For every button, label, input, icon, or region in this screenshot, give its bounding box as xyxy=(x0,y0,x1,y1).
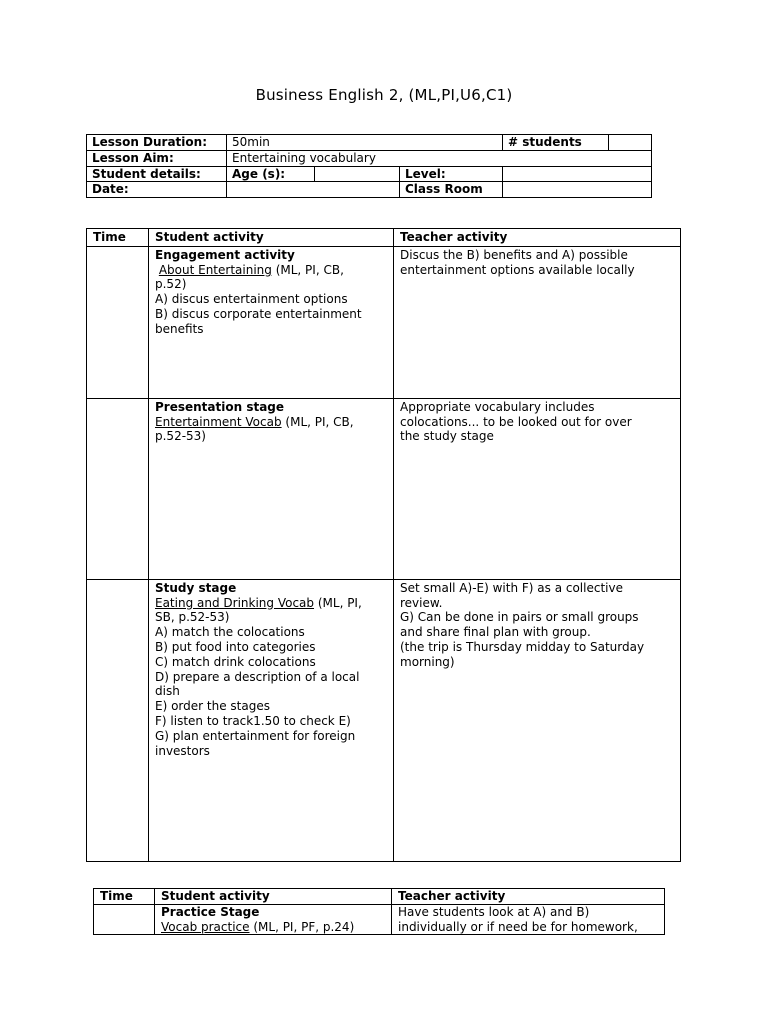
time-header: Time xyxy=(94,889,155,905)
activity-reference: Eating and Drinking Vocab (ML, PI, xyxy=(155,595,362,610)
teacher-note-line: morning) xyxy=(400,654,455,669)
time-cell xyxy=(87,398,149,579)
lesson-duration-label: Lesson Duration: xyxy=(87,135,227,151)
teacher-note-line: Discus the B) benefits and A) possible xyxy=(400,247,628,262)
student-activity-cell xyxy=(149,398,394,579)
teacher-activity-cell xyxy=(394,398,681,579)
teacher-activity-header: Teacher activity xyxy=(392,889,665,905)
time-header: Time xyxy=(87,229,149,247)
time-cell xyxy=(87,246,149,398)
lesson-info-table xyxy=(86,134,652,198)
date-value xyxy=(227,182,400,198)
teacher-note-line: Set small A)-E) with F) as a collective xyxy=(400,580,623,595)
level-label: Level: xyxy=(400,166,503,182)
lesson-plan-table-continued xyxy=(93,888,665,935)
student-activity-cell xyxy=(149,246,394,398)
stage-heading: Study stage xyxy=(155,580,237,595)
student-activity-cell xyxy=(155,904,392,935)
activity-link[interactable]: Vocab practice xyxy=(161,919,250,934)
students-value xyxy=(609,135,652,151)
teacher-note-line: G) Can be done in pairs or small groups xyxy=(400,610,639,625)
activity-line: investors xyxy=(155,743,210,758)
student-details-label: Student details: xyxy=(87,166,227,182)
activity-line: p.52-53) xyxy=(155,429,206,444)
activity-line: dish xyxy=(155,684,180,699)
activity-line: E) order the stages xyxy=(155,699,270,714)
level-value xyxy=(503,166,652,182)
activity-line: B) discus corporate entertainment xyxy=(155,306,362,321)
teacher-note-line: individually or if need be for homework, xyxy=(398,919,638,934)
stage-heading: Engagement activity xyxy=(155,247,295,262)
age-value xyxy=(315,166,400,182)
age-label: Age (s): xyxy=(227,166,315,182)
activity-line: B) put food into categories xyxy=(155,639,316,654)
activity-link[interactable]: Eating and Drinking Vocab xyxy=(155,595,315,610)
lesson-plan-table xyxy=(86,228,681,862)
teacher-note-line: entertainment options available locally xyxy=(400,262,635,277)
classroom-value xyxy=(503,182,652,198)
activity-line: p.52) xyxy=(155,277,187,292)
time-cell xyxy=(94,904,155,935)
lesson-duration-value: 50min xyxy=(227,135,503,151)
activity-line: F) listen to track1.50 to check E) xyxy=(155,713,351,728)
teacher-note-line: Appropriate vocabulary includes xyxy=(400,399,595,414)
teacher-note-line: Have students look at A) and B) xyxy=(398,904,590,919)
teacher-note-line: and share final plan with group. xyxy=(400,625,591,640)
students-label: # students xyxy=(503,135,609,151)
stage-heading: Practice Stage xyxy=(161,904,260,919)
student-activity-header: Student activity xyxy=(155,889,392,905)
activity-reference: Vocab practice (ML, PI, PF, p.24) xyxy=(161,919,355,934)
activity-line: C) match drink colocations xyxy=(155,654,316,669)
time-cell xyxy=(87,579,149,861)
teacher-note-line: the study stage xyxy=(400,429,494,444)
activity-line: A) match the colocations xyxy=(155,625,305,640)
activity-link[interactable]: About Entertaining xyxy=(158,262,272,277)
teacher-activity-cell xyxy=(394,246,681,398)
student-activity-cell xyxy=(149,579,394,861)
teacher-note-line: review. xyxy=(400,595,443,610)
teacher-note-line: (the trip is Thursday midday to Saturday xyxy=(400,639,645,654)
activity-reference: About Entertaining (ML, PI, CB, xyxy=(158,262,344,277)
activity-reference: Entertainment Vocab (ML, PI, CB, xyxy=(155,414,354,429)
activity-line: G) plan entertainment for foreign xyxy=(155,728,356,743)
activity-line: benefits xyxy=(155,321,204,336)
activity-line: SB, p.52-53) xyxy=(155,610,230,625)
teacher-activity-cell xyxy=(394,579,681,861)
activity-line: A) discus entertainment options xyxy=(155,292,348,307)
teacher-activity-header: Teacher activity xyxy=(394,229,681,247)
date-label: Date: xyxy=(87,182,227,198)
lesson-aim-value: Entertaining vocabulary xyxy=(227,150,652,166)
lesson-aim-label: Lesson Aim: xyxy=(87,150,227,166)
document-title: Business English 2, (ML,PI,U6,C1) xyxy=(255,86,513,104)
classroom-label: Class Room xyxy=(400,182,503,198)
teacher-activity-cell xyxy=(392,904,665,935)
activity-link[interactable]: Entertainment Vocab xyxy=(155,414,282,429)
activity-line: D) prepare a description of a local xyxy=(155,669,360,684)
student-activity-header: Student activity xyxy=(149,229,394,247)
stage-heading: Presentation stage xyxy=(155,399,285,414)
teacher-note-line: colocations... to be looked out for over xyxy=(400,414,632,429)
